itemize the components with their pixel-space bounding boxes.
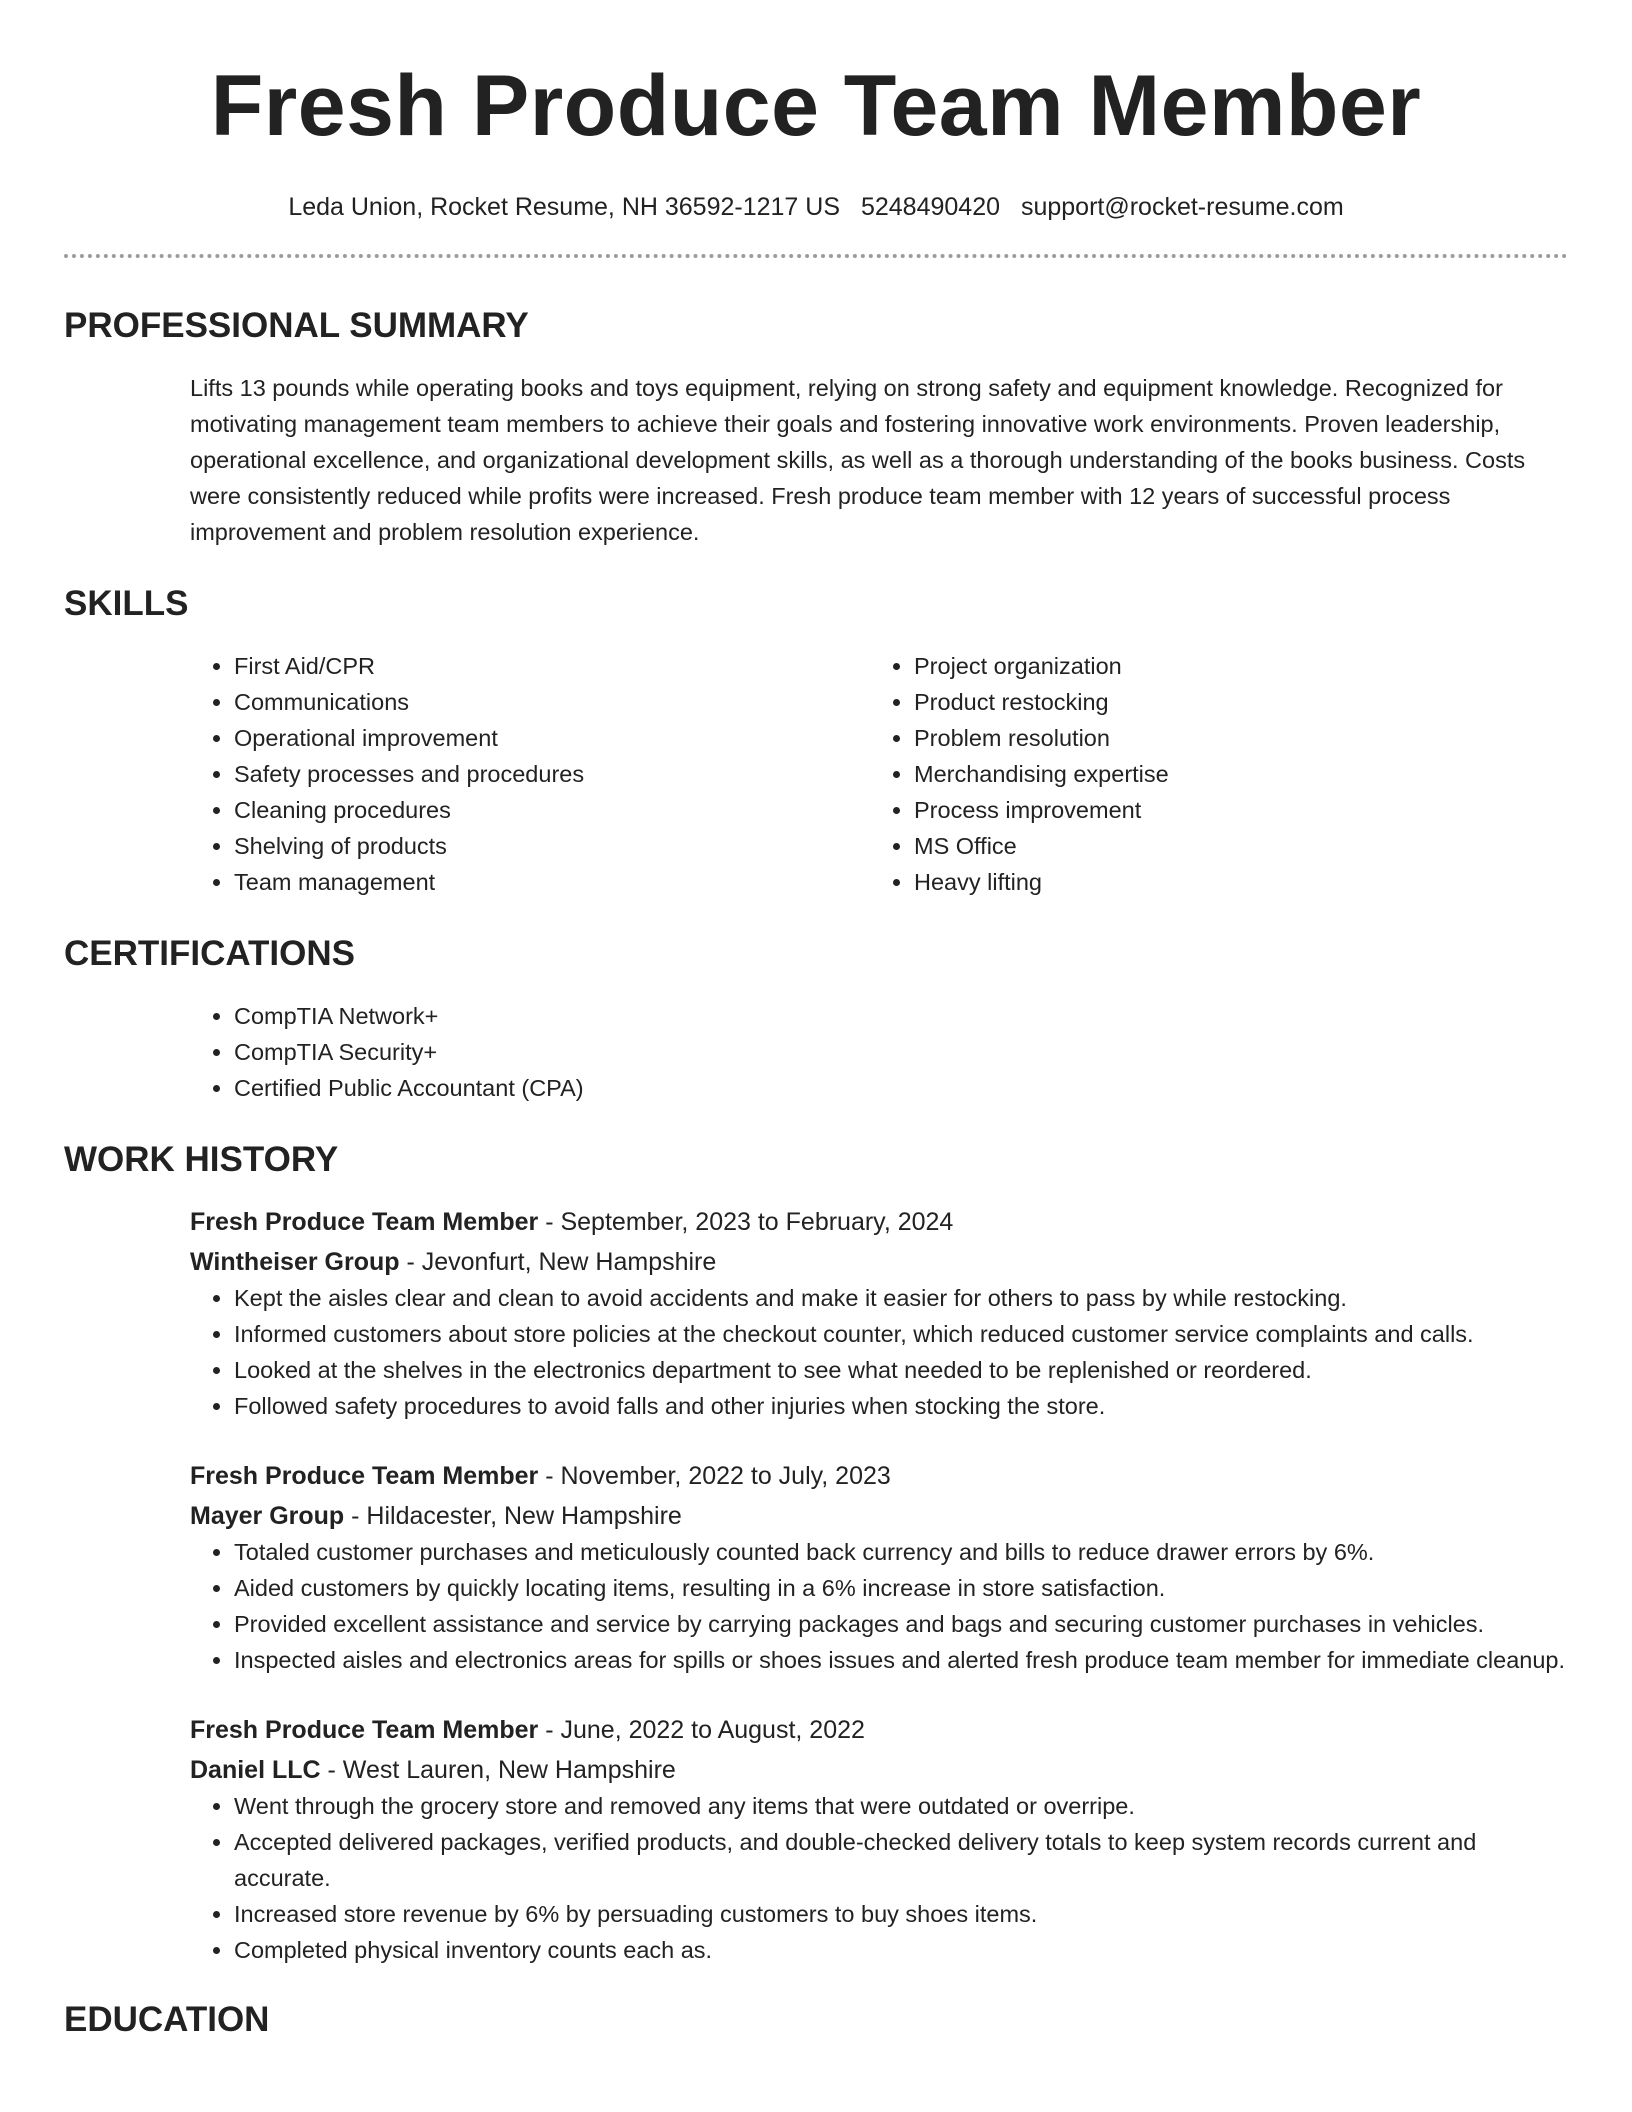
summary-text: Lifts 13 pounds while operating books and toys equipment, relying on strong safety and equipment knowledge. Recognized for motivating management team members to achieve their goals and fostering innovative work environments. Proven leadership, operational excellence, and organizational development skills, as well as a thorough understanding of the books business. Costs were consistently reduced while profits were increased. Fresh produce team member with 12 years of successful process improvement and problem resolution experience. (190, 375, 1526, 545)
job-company-line (190, 1752, 1568, 1788)
job-duties (190, 1534, 1568, 1678)
job-role: Fresh Produce Team Member (190, 1208, 539, 1236)
list-item: • Kept the aisles clear and clean to avoid accidents and make it easier for others to pass by while restocking. (234, 1280, 1568, 1316)
list-item: • Cleaning procedures (234, 792, 870, 828)
job-dates: - June, 2022 to August, 2022 (538, 1716, 865, 1744)
list-item: • Completed physical inventory counts each as. (234, 1932, 1568, 1968)
job-company: Daniel LLC (190, 1756, 321, 1784)
list-item: • Process improvement (914, 792, 1550, 828)
job-role: Fresh Produce Team Member (190, 1716, 539, 1744)
list-item: • CompTIA Security+ (234, 1034, 1568, 1070)
skills-title: SKILLS (64, 584, 189, 623)
job-company-line (190, 1498, 1568, 1534)
job-entry (190, 1204, 1568, 1424)
list-item: • Informed customers about store policies at the checkout counter, which reduced customer service complaints and calls. (234, 1316, 1568, 1352)
job-heading (190, 1204, 1568, 1240)
certifications-list (190, 998, 1568, 1106)
job-dates: - September, 2023 to February, 2024 (538, 1208, 954, 1236)
list-item: • Shelving of products (234, 828, 870, 864)
job-location: - Hildacester, New Hampshire (344, 1502, 682, 1530)
list-item: • Operational improvement (234, 720, 870, 756)
job-company-line (190, 1244, 1568, 1280)
list-item: • Followed safety procedures to avoid falls and other injuries when stocking the store. (234, 1388, 1568, 1424)
job-duties (190, 1280, 1568, 1424)
list-item: • Communications (234, 684, 870, 720)
job-dates: - November, 2022 to July, 2023 (538, 1462, 891, 1490)
contact-line (0, 192, 1632, 222)
skills-column-left (190, 648, 870, 900)
list-item: • Project organization (914, 648, 1550, 684)
list-item: • Heavy lifting (914, 864, 1550, 900)
list-item: • Safety processes and procedures (234, 756, 870, 792)
certifications-block (190, 998, 1568, 1106)
job-heading (190, 1712, 1568, 1748)
list-item: • Aided customers by quickly locating items, resulting in a 6% increase in store satisfaction. (234, 1570, 1568, 1606)
contact-address: Leda Union, Rocket Resume, NH 36592-1217 US (288, 193, 841, 221)
job-company: Mayer Group (190, 1502, 345, 1530)
list-item: • Provided excellent assistance and service by carrying packages and bags and securing customer purchases in vehicles. (234, 1606, 1568, 1642)
list-item: • Inspected aisles and electronics areas for spills or shoes issues and alerted fresh produce team member for immediate cleanup. (234, 1642, 1568, 1678)
job-location: - Jevonfurt, New Hampshire (399, 1248, 717, 1276)
header-divider (64, 254, 1568, 258)
list-item: • Merchandising expertise (914, 756, 1550, 792)
list-item: • Problem resolution (914, 720, 1550, 756)
skills-list-right (870, 648, 1550, 900)
list-item: • Went through the grocery store and removed any items that were outdated or overripe. (234, 1788, 1568, 1824)
certifications-title: CERTIFICATIONS (64, 934, 356, 973)
list-item: • Certified Public Accountant (CPA) (234, 1070, 1568, 1106)
job-company: Wintheiser Group (190, 1248, 400, 1276)
contact-email[interactable]: support@rocket-resume.com (1020, 193, 1344, 221)
skills-column-right (870, 648, 1550, 900)
work-section (0, 1138, 1632, 1968)
skills-section (0, 582, 1632, 900)
summary-title: PROFESSIONAL SUMMARY (64, 306, 529, 345)
job-location: - West Lauren, New Hampshire (320, 1756, 676, 1784)
job-entry (190, 1458, 1568, 1678)
education-title: EDUCATION (64, 2000, 270, 2039)
list-item: • Looked at the shelves in the electronics department to see what needed to be replenished or reordered. (234, 1352, 1568, 1388)
work-title: WORK HISTORY (64, 1140, 339, 1179)
skills-grid (190, 648, 1568, 900)
summary-section (0, 304, 1632, 550)
job-duties (190, 1788, 1568, 1968)
job-heading (190, 1458, 1568, 1494)
list-item: • Team management (234, 864, 870, 900)
certifications-section (0, 932, 1632, 1106)
job-role: Fresh Produce Team Member (190, 1462, 539, 1490)
list-item: • CompTIA Network+ (234, 998, 1568, 1034)
contact-phone: 5248490420 (860, 193, 1001, 221)
list-item: • Accepted delivered packages, verified products, and double-checked delivery totals to keep system records current and accurate. (234, 1824, 1568, 1896)
list-item: • Increased store revenue by 6% by persuading customers to buy shoes items. (234, 1896, 1568, 1932)
skills-list-left (190, 648, 870, 900)
list-item: • First Aid/CPR (234, 648, 870, 684)
list-item: • Totaled customer purchases and meticulously counted back currency and bills to reduce drawer errors by 6%. (234, 1534, 1568, 1570)
list-item: • Product restocking (914, 684, 1550, 720)
list-item: • MS Office (914, 828, 1550, 864)
candidate-name: Fresh Produce Team Member (210, 58, 1422, 154)
job-entry (190, 1712, 1568, 1968)
education-section (0, 1998, 1632, 2042)
